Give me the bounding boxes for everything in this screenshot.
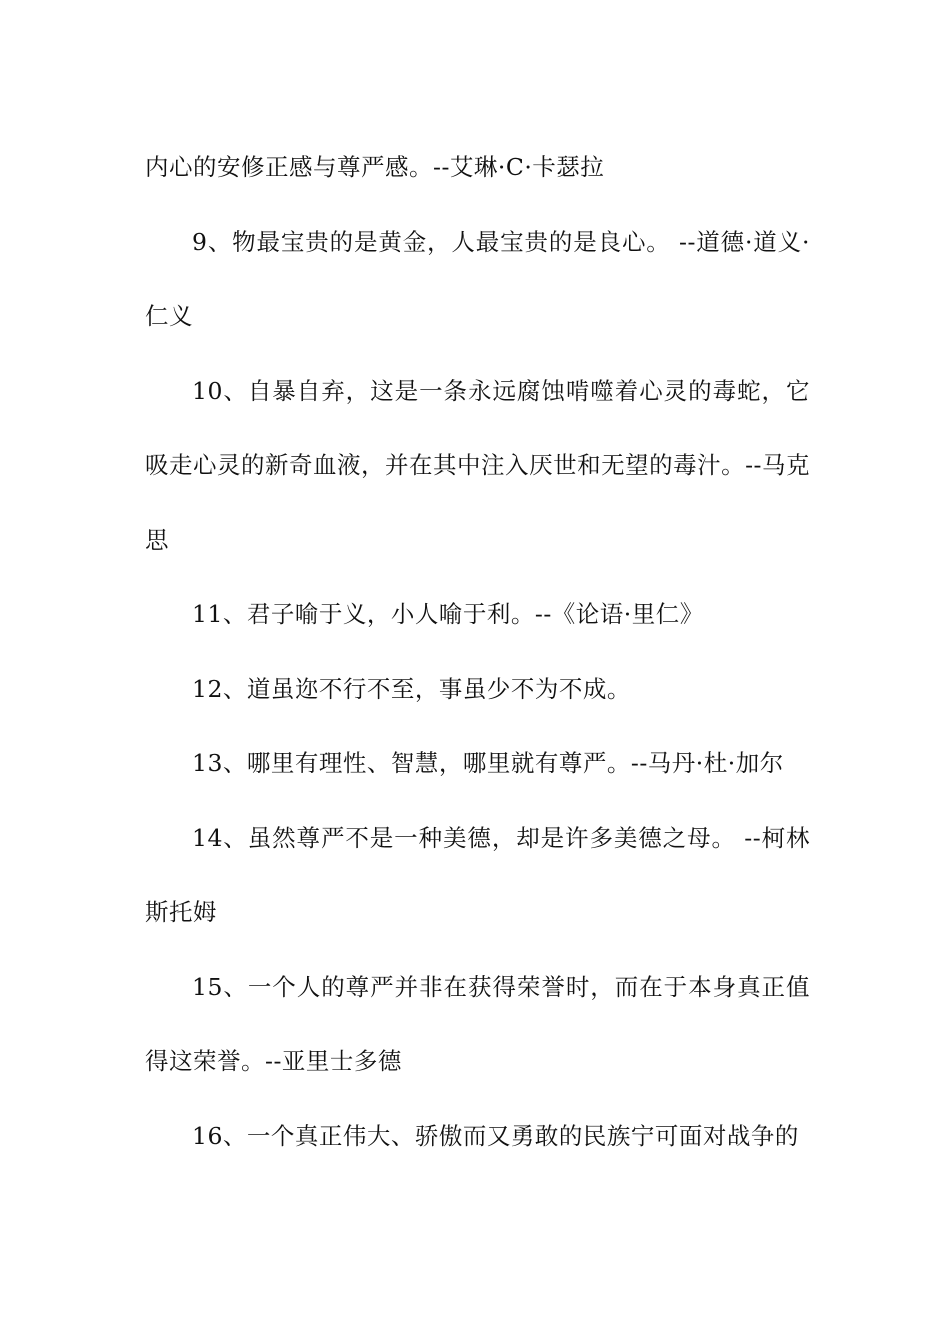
paragraph-continuation: 内心的安修正感与尊严感。--艾琳·C·卡瑟拉: [145, 153, 605, 181]
quote-15: 15、一个人的尊严并非在获得荣誉时，而在于本身真正值得这荣誉。--亚里士多德: [145, 972, 810, 1075]
quote-10: 10、自暴自弃，这是一条永远腐蚀啃噬着心灵的毒蛇，它吸走心灵的新奇血液，并在其中注入厌世和无望的毒汁。--马克思: [145, 376, 810, 554]
quote-9: 9、物最宝贵的是黄金，人最宝贵的是良心。 --道德·道义·仁义: [145, 227, 810, 330]
quote-11: 11、君子喻于义，小人喻于利。--《论语·里仁》: [192, 600, 704, 628]
quote-13: 13、哪里有理性、智慧，哪里就有尊严。--马丹·杜·加尔: [192, 749, 784, 777]
document-body: [145, 130, 810, 1173]
quote-14: 14、虽然尊严不是一种美德，却是许多美德之母。 --柯林斯托姆: [145, 823, 810, 926]
quote-16: 16、一个真正伟大、骄傲而又勇敢的民族宁可面对战争的: [192, 1121, 799, 1150]
quote-12: 12、道虽迩不行不至，事虽少不为不成。: [192, 674, 631, 703]
